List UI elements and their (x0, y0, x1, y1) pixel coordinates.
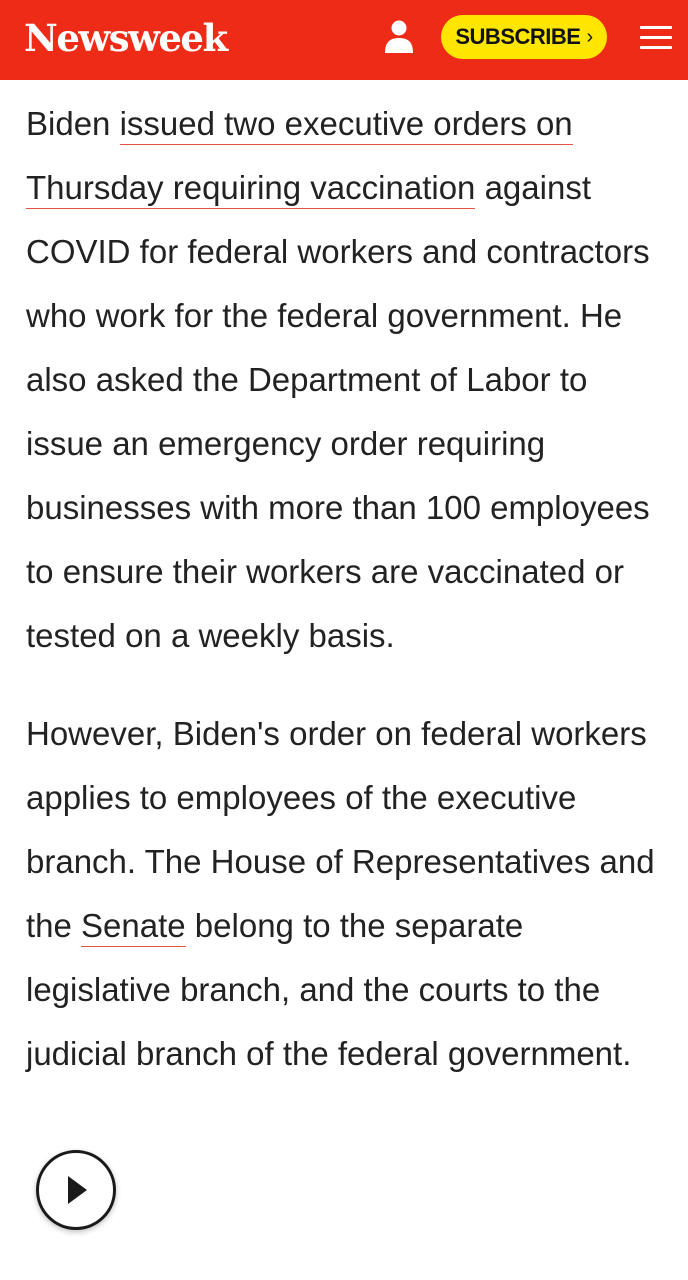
paragraph-text: belong to the separate legislative branch, and the courts to the judicial branch of the federal government. (26, 907, 632, 1072)
senate-link[interactable]: Senate (81, 907, 186, 947)
play-button[interactable] (36, 1150, 116, 1230)
article-paragraph (26, 92, 666, 668)
site-header (0, 0, 688, 80)
user-icon[interactable] (384, 20, 414, 54)
subscribe-button[interactable] (441, 15, 607, 59)
paragraph-text: Biden (26, 105, 120, 142)
paragraph-text: However, Biden's order on federal workers applies to employees of the executive branch. The House of Representatives and the (26, 715, 655, 944)
chevron-right-icon: › (586, 25, 593, 48)
article-body (26, 92, 666, 1086)
newsweek-logo[interactable]: Newsweek (24, 16, 227, 60)
article-paragraph (26, 702, 666, 1086)
paragraph-text: against COVID for federal workers and contractors who work for the federal government. He also asked the Department of Labor to issue an emergency order requiring businesses with more than 100 employees to ensure their workers are vaccinated or tested on a weekly basis. (26, 169, 650, 654)
executive-orders-link[interactable]: issued two executive orders on Thursday requiring vaccination (26, 105, 573, 209)
play-icon (61, 1173, 91, 1207)
hamburger-menu-icon[interactable] (640, 26, 672, 50)
subscribe-label: SUBSCRIBE (455, 24, 581, 49)
